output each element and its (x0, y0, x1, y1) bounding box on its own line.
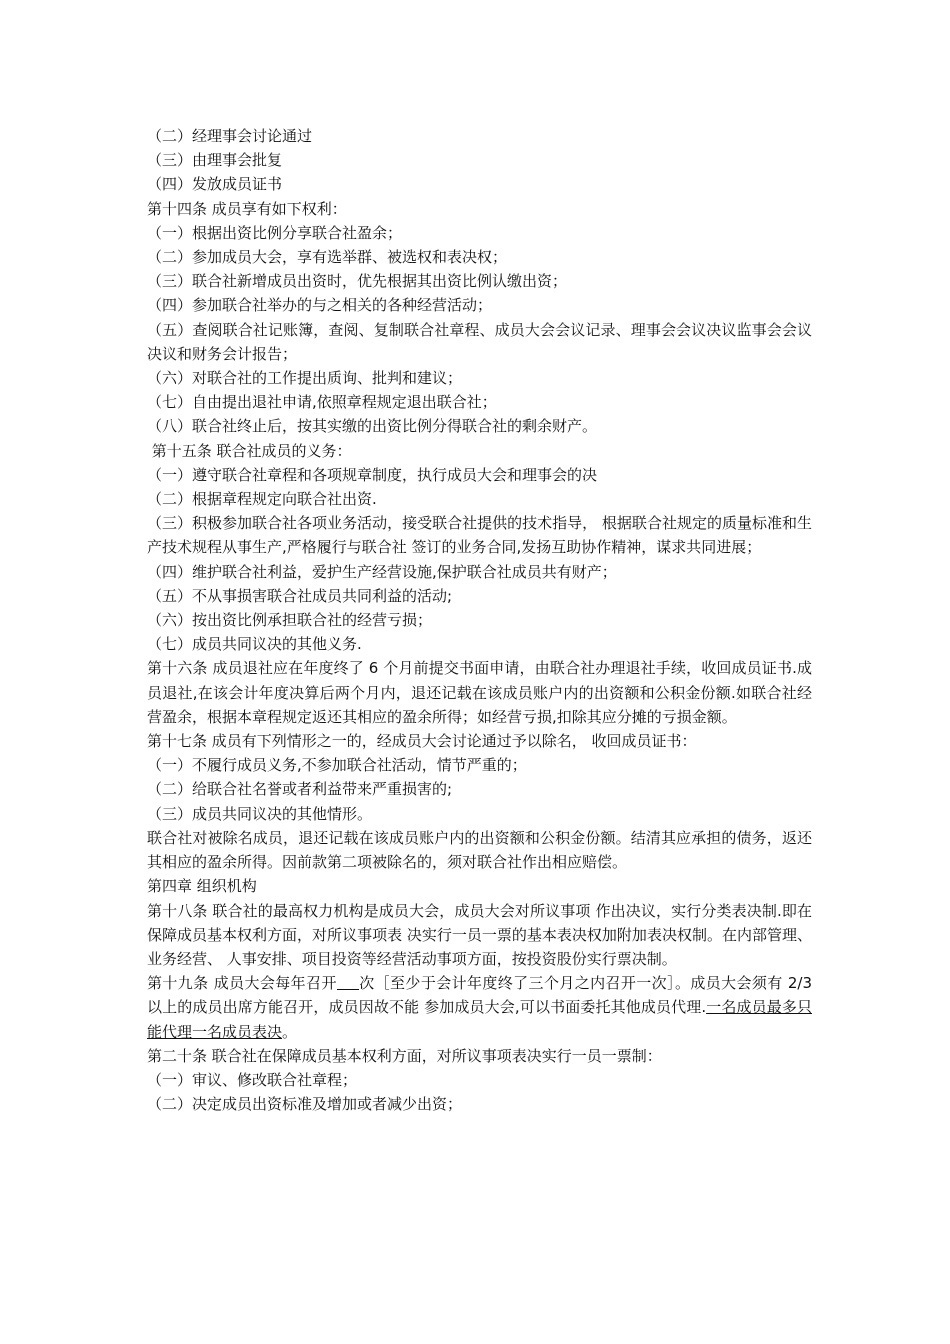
text-line: （三）由理事会批复 (147, 151, 283, 170)
article-heading: 第二十条 联合社在保障成员基本权利方面，对所议事项表决实行一员一票制： (147, 1046, 662, 1065)
article-paragraph: 第十八条 联合社的最高权力机构是成员大会，成员大会对所议事项 作出决议，实行分类表决制.即在保障成员基本权利方面，对所议事项表 决实行一员一票的基本表决权加附加表决权制。在内部管理、业务经营、 人事安排、项目投资等经营活动事项方面，按投资股份实行票决制。 (147, 901, 812, 968)
article-paragraph (147, 971, 812, 1044)
text-line: （一）不履行成员义务,不参加联合社活动，情节严重的； (147, 756, 527, 775)
article-text: 。 (282, 1022, 298, 1041)
article-heading: 第十七条 成员有下列情形之一的，经成员大会讨论通过予以除名， 收回成员证书： (147, 732, 697, 751)
blank-underline (337, 975, 359, 990)
text-line: （二）经理事会讨论通过 (147, 127, 313, 145)
text-line: （七）成员共同议决的其他义务. (147, 635, 362, 654)
text-line: （一）根据出资比例分享联合社盈余； (147, 223, 403, 242)
text-line: （七）自由提出退社申请,依照章程规定退出联合社； (147, 393, 497, 412)
article-text: 次［至少于会计年度终了三个月之内召开一次］。成员大会须有 2/3 以上的成员出席方能召开，成员因故不能 参加成员大会,可以书面委托其他成员代理. (147, 974, 812, 1017)
text-line: （二）参加成员大会，享有选举群、被选权和表决权； (147, 248, 508, 267)
text-paragraph: （五）查阅联合社记账簿，查阅、复制联合社章程、成员大会会议记录、理事会会议决议监事会会议决议和财务会计报告； (147, 320, 812, 363)
text-line: （六）按出资比例承担联合社的经营亏损； (147, 611, 433, 630)
document-page (147, 124, 812, 1116)
text-paragraph: （三）积极参加联合社各项业务活动，接受联合社提供的技术指导， 根据联合社规定的质量标准和生产技术规程从事生产,严格履行与联合社 签订的业务合同,发扬互助协作精神，谋求共同进展； (147, 514, 812, 557)
text-line: （八）联合社终止后，按其实缴的出资比例分得联合社的剩余财产。 (147, 417, 598, 436)
text-line: （三）联合社新增成员出资时，优先根据其出资比例认缴出资； (147, 272, 568, 291)
text-line: （三）成员共同议决的其他情形。 (147, 804, 373, 823)
text-line: （二）决定成员出资标准及增加或者减少出资； (147, 1095, 463, 1114)
text-line: （二）根据章程规定向联合社出资. (147, 490, 377, 509)
article-paragraph: 第十六条 成员退社应在年度终了 6 个月前提交书面申请，由联合社办理退社手续，收回成员证书.成员退社,在该会计年度决算后两个月内，退还记载在该成员账户内的出资额和公积金份额.如联合社经营盈余，根据本章程规定返还其相应的盈余所得；如经营亏损,扣除其应分摊的亏损金额。 (147, 659, 812, 726)
article-heading: 第十五条 联合社成员的义务： (147, 441, 352, 460)
text-line: （二）给联合社名誉或者利益带来严重损害的; (147, 780, 453, 799)
text-line: （六）对联合社的工作提出质询、批判和建议； (147, 369, 463, 388)
text-line: （四）参加联合社举办的与之相关的各种经营活动； (147, 296, 493, 315)
text-line: （四）发放成员证书 (147, 175, 283, 194)
text-line: （五）不从事损害联合社成员共同利益的活动; (147, 586, 453, 605)
text-line: （一）审议、修改联合社章程； (147, 1070, 358, 1089)
text-line: （一）遵守联合社章程和各项规章制度，执行成员大会和理事会的决 (147, 465, 598, 484)
text-paragraph: 联合社对被除名成员，退还记载在该成员账户内的出资额和公积金份额。结清其应承担的债务，返还其相应的盈余所得。因前款第二项被除名的，须对联合社作出相应赔偿。 (147, 828, 812, 872)
underlined-text: 一名成员最多只能代理一名成员表决 (147, 998, 812, 1041)
chapter-heading: 第四章 组织机构 (147, 877, 257, 896)
article-text: 第十九条 成员大会每年召开 (147, 974, 337, 993)
article-heading: 第十四条 成员享有如下权利： (147, 199, 347, 218)
text-line: （四）维护联合社利益，爱护生产经营设施,保护联合社成员共有财产； (147, 562, 617, 581)
